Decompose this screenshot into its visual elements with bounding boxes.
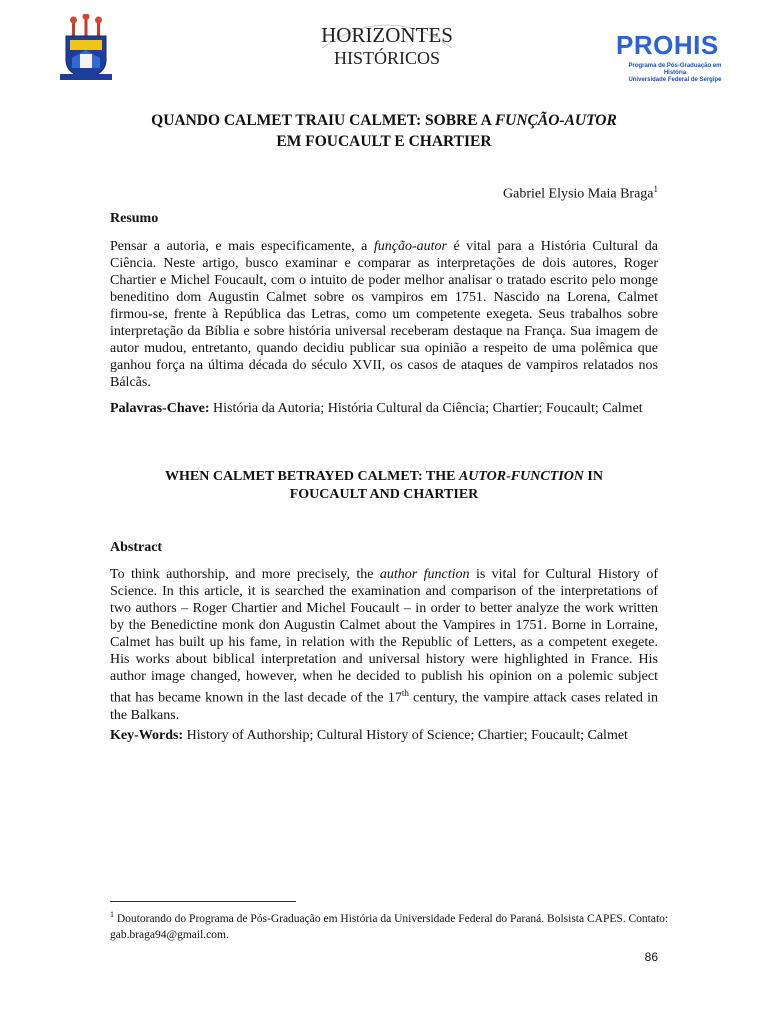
- abstract-superscript: th: [401, 688, 409, 698]
- university-crest-logo: [56, 14, 116, 84]
- prohis-subtitle-line2: Universidade Federal de Sergipe: [628, 77, 722, 83]
- author-name: Gabriel Elysio Maia Braga: [503, 186, 654, 202]
- resumo-italic-term: função-autor: [373, 239, 447, 254]
- title-en-part1: WHEN CALMET BETRAYED CALMET: THE: [165, 469, 459, 484]
- abstract-italic-term: author function: [379, 567, 470, 582]
- title-en-line2: FOUCAULT AND CHARTIER: [289, 487, 479, 502]
- footnote: [110, 907, 670, 943]
- resumo-text-1: Pensar a autoria, e mais especificamente, a: [110, 239, 374, 254]
- footnote-text: Doutorando do Programa de Pós-Graduação em História da Universidade Federal do Paraná. Bolsista CAPES. Contato: gab.braga94@gmail.com.: [110, 912, 669, 941]
- resumo-paragraph: [110, 238, 658, 391]
- page-number: 86: [644, 950, 658, 964]
- resumo-heading: Resumo: [110, 211, 159, 226]
- logo-line-horizontes: HORIZONTES: [321, 23, 453, 47]
- prohis-logo: [616, 30, 726, 86]
- prohis-subtitle-line1: Programa de Pós-Graduação em História: [628, 63, 722, 76]
- title-pt-line2: EM FOUCAULT E CHARTIER: [276, 133, 492, 150]
- journal-logo-graphic: [312, 8, 462, 74]
- abstract-text-1: To think authorship, and more precisely, the: [110, 567, 380, 582]
- key-words: [110, 727, 658, 744]
- author-line: [503, 184, 658, 203]
- title-pt-line1: [100, 110, 668, 131]
- title-en-italic: AUTOR-FUNCTION: [458, 469, 584, 484]
- article-title-en: [110, 468, 658, 504]
- abstract-text-2: is vital for Cultural History of Science. In this article, it is searched the examination and comparison of the interpretations of two authors – Roger Chartier and Michel Foucault – in order to better analyze the work written by the Benedictine monk don Augustin Calmet about the Vampires in 1751. Borne in Lorraine, Calmet has built up his fame, in relation with the Republic of Letters, as a competent exegete. His works about biblical interpretation and universal history were highlighted in France. His author image changed, however, when he decided to publish his opinion on a polemic subject that has became known in the last decade of the 17: [110, 567, 658, 706]
- abstract-paragraph: [110, 566, 658, 724]
- title-en-part3: IN: [583, 469, 603, 484]
- title-en-line1: [110, 468, 658, 486]
- title-pt-part1: QUANDO CALMET TRAIU CALMET: SOBRE A: [151, 112, 495, 129]
- horizontes-historicos-logo: [312, 8, 462, 74]
- abstract-text-3: century, the vampire attack cases related in the Balkans.: [110, 690, 658, 723]
- palavras-chave-label: Palavras-Chave:: [110, 401, 210, 416]
- abstract-heading: Abstract: [110, 540, 163, 555]
- palavras-chave: [110, 400, 658, 417]
- key-words-label: Key-Words:: [110, 728, 184, 743]
- footnote-divider: [110, 901, 296, 902]
- title-pt-italic: FUNÇÃO-AUTOR: [494, 112, 617, 129]
- prohis-wordmark: PROHIS: [616, 30, 719, 60]
- resumo-text-2: é vital para a História Cultural da Ciência. Neste artigo, busco examinar e comparar as interpretações de dois autores, Roger Chartier e Michel Foucault, com o intuito de poder melhor analisar o tratado escrito pelo monge beneditino dom Augustin Calmet sobre os vampiros em 1751. Nascido na Lorena, Calmet firmou-se, frente à República das Letras, como um competente exegeta. Seus trabalhos sobre interpretação da Bíblia e sobre história universal receberam destaque na França. Sua imagem de autor mudou, entretanto, quando decidiu publicar sua opinião a respeito de uma polêmica que ganhou força na última década do século XVII, os casos de ataques de vampiros relatados nos Bálcãs.: [110, 239, 658, 390]
- article-title-pt: [100, 110, 668, 152]
- key-words-text: History of Authorship; Cultural History of Science; Chartier; Foucault; Calmet: [183, 728, 628, 743]
- palavras-chave-text: História da Autoria; História Cultural da Ciência; Chartier; Foucault; Calmet: [209, 401, 643, 416]
- university-crest-icon: [56, 14, 116, 84]
- prohis-subtitle: [620, 63, 730, 84]
- footnote-mark: 1: [110, 910, 114, 919]
- author-footnote-mark: 1: [653, 184, 658, 194]
- logo-line-historicos: HISTÓRICOS: [333, 48, 441, 68]
